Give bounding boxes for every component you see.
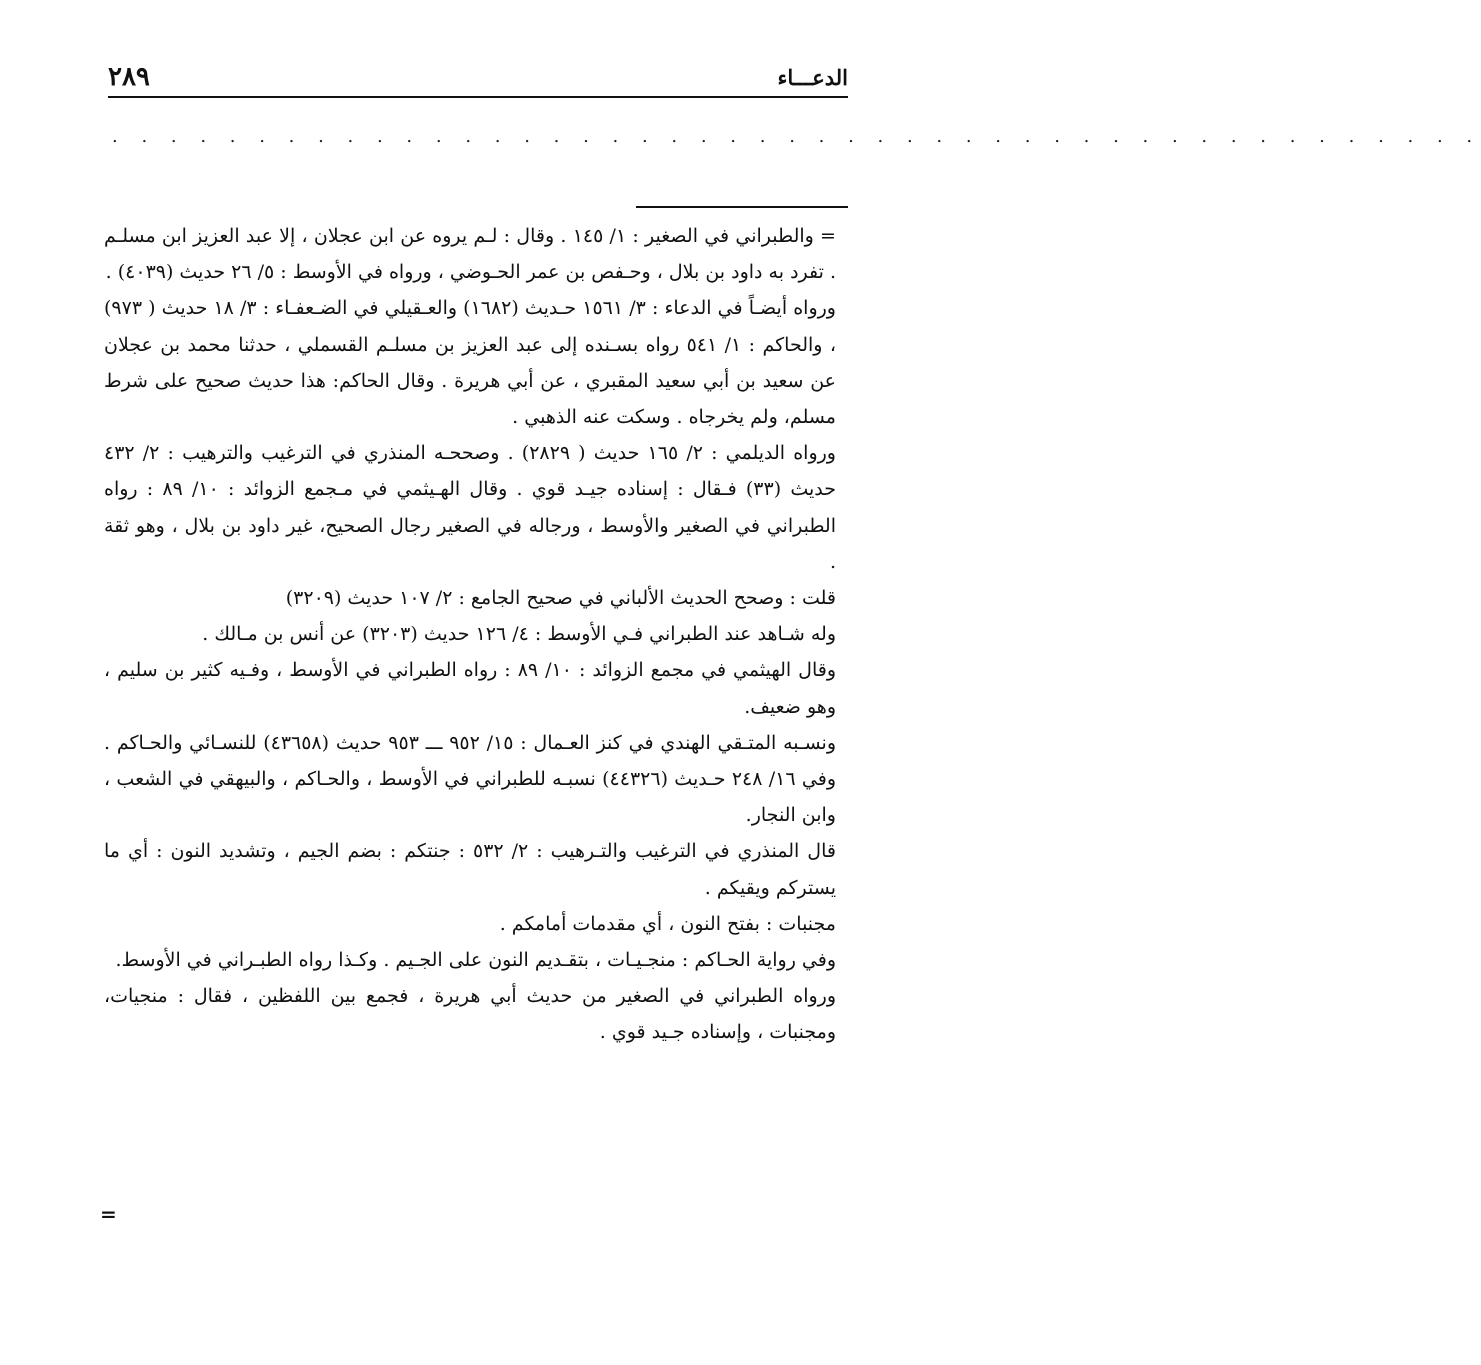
footnote-paragraph: ورواه الطبراني في الصغير من حديث أبي هريرة ، فجمع بين اللفظين ، فقال : منجيات، ومجنبات ، وإسناده جـيد قوي . (104, 985, 836, 1044)
footnote-paragraph: قال المنذري في الترغيب والتـرهيب : ٢/ ٥٣٢ : جنتكم : بضم الجيم ، وتشديد النون : أي ما يستركم ويقيكم . (104, 840, 836, 899)
footnote-paragraph: وفي رواية الحـاكم : منجـيـات ، بتقـديم النون على الجـيم . وكـذا رواه الطبـراني في الأوسط. (115, 949, 836, 972)
footnote-paragraph: قلت : وصحح الحديث الألباني في صحيح الجامع : ٢/ ١٠٧ حديث (٣٢٠٩) (285, 587, 836, 610)
footnote-paragraph: وقال الهيثمي في مجمع الزوائد : ١٠/ ٨٩ : رواه الطبراني في الأوسط ، وفـيه كثير بن سليم ، وهو ضعيف. (104, 659, 837, 718)
page-header (108, 52, 848, 98)
footnote-paragraph: = والطبراني في الصغير : ١/ ١٤٥ . وقال : لـم يروه عن ابن عجلان ، إلا عبد العزيز ابن مسلـم . تفرد به داود بن بلال ، وحـفص بن عمر الحـوضي ، ورواه في الأوسط : ٥/ ٢٦ حديث (٤٠٣٩) . (104, 225, 836, 284)
footnote-rule (636, 206, 848, 208)
dotted-separator: . . . . . . . . . . . . . . . . . . . . . . . . . . . . . . . . . . . . . . . . . . . . . . . (112, 126, 1481, 147)
running-head: الدعـــاء (777, 65, 848, 90)
page-number: ٢٨٩ (108, 62, 150, 92)
footnote-paragraph: وله شـاهد عند الطبراني فـي الأوسط : ٤/ ١٢٦ حديث (٣٢٠٣) عن أنس بن مـالك . (202, 623, 836, 646)
continuation-mark: = (100, 1202, 117, 1226)
footnote-paragraph: مجنبات : بفتح النون ، أي مقدمات أمامكم . (499, 912, 836, 935)
footnote-paragraph: ورواه أيضـاً في الدعاء : ٣/ ١٥٦١ حـديث (١٦٨٢) والعـقيلي في الضـعفـاء : ٣/ ١٨ حديث ( ٩٧٣) ، والحاكم : ١/ ٥٤١ رواه بسـنده إلى عبد العزيز بن مسلـم القسملي ، حدثنا محمد بن عجلان عن سعيد بن أبي سعيد المقبري ، عن أبي هريرة . وقال الحاكم: هذا حديث صحيح على شرط مسلم، ولم يخرجاه . وسكت عنه الذهبي . (104, 297, 836, 429)
footnote-paragraph: ورواه الديلمي : ٢/ ١٦٥ حديث ( ٢٨٢٩) . وصححـه المنذري في الترغيب والترهيب : ٢/ ٤٣٢ حديث (٣٣) فـقال : إسناده جيـد قوي . وقال الهـيثمي في مـجمع الزوائد : ١٠/ ٨٩ : رواه الطبراني في الصغير والأوسط ، ورجاله في الصغير رجال الصحيح، غير داود بن بلال ، وهو ثقة . (104, 442, 836, 573)
footnotes (104, 218, 836, 1051)
footnote-paragraph: ونسـبه المتـقي الهندي في كنز العـمال : ١٥/ ٩٥٢ ـــ ٩٥٣ حديث (٤٣٦٥٨) للنسـائي والحـاكم . وفي ١٦/ ٢٤٨ حـديث (٤٤٣٢٦) نسبـه للطبراني في الأوسط ، والحـاكم ، والبيهقي في الشعب ، وابن النجار. (104, 731, 836, 827)
